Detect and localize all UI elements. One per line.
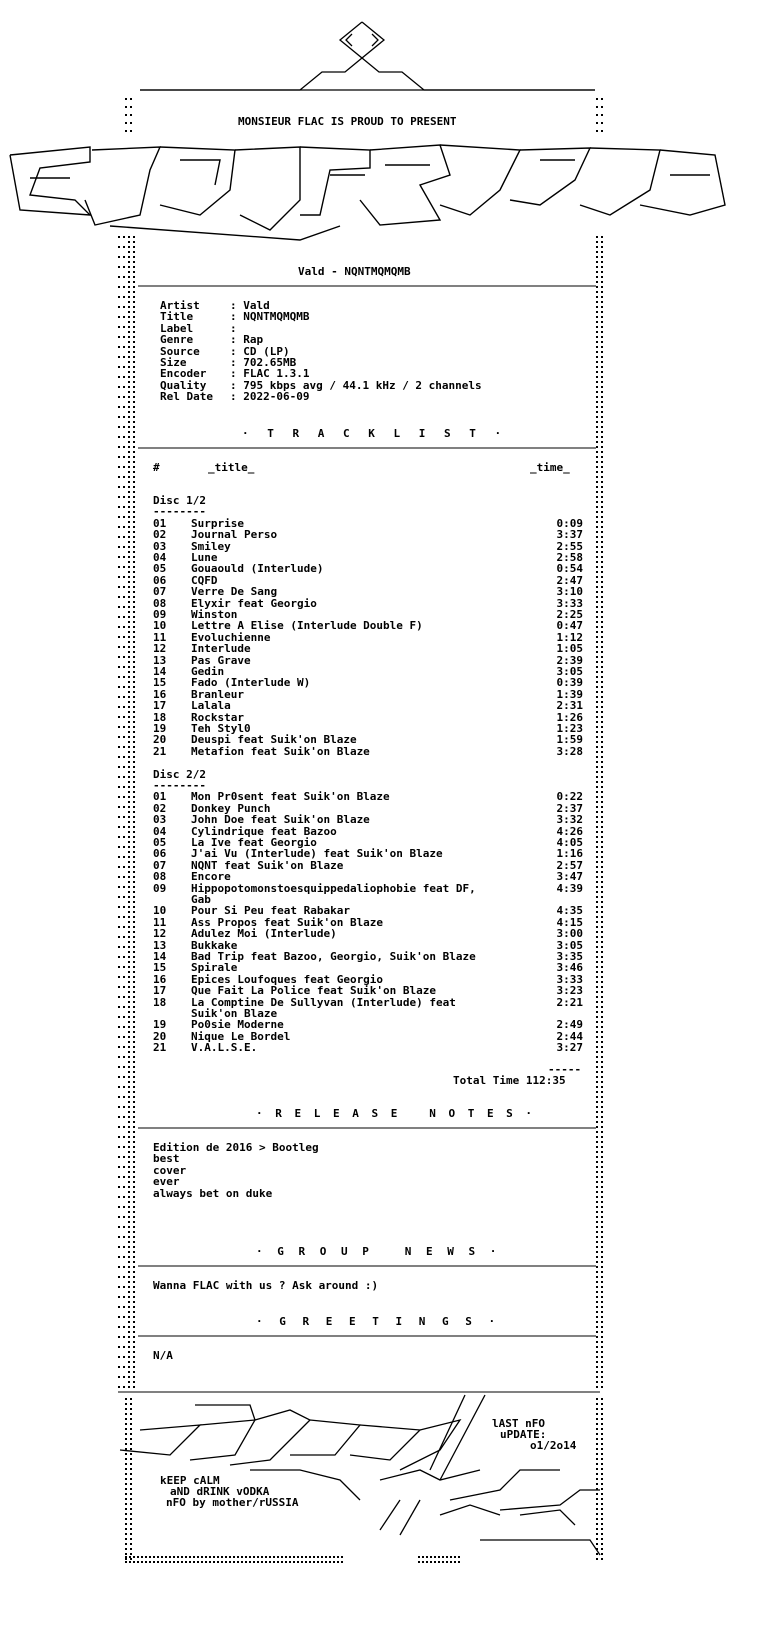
track-number: 20 (153, 733, 167, 747)
track-number: 07 (153, 858, 167, 872)
track-time: 2:31 (556, 699, 583, 713)
track-time: 2:25 (556, 608, 583, 621)
release-notes-section-title: · R E L E A S E N O T E S · (256, 1107, 536, 1120)
track-time: 3:23 (556, 984, 583, 998)
track-time: 2:39 (556, 653, 583, 667)
track-row (153, 643, 583, 654)
track-title: Cylindrique feat Bazoo (191, 824, 337, 838)
track-title: Epices Loufoques feat Georgio (191, 972, 384, 986)
total-rule: ----- (548, 1063, 582, 1076)
update-line-1: lAST nFO (492, 1417, 545, 1430)
track-time: 3:10 (556, 585, 583, 599)
track-number: 19 (153, 1018, 167, 1032)
track-number: 16 (153, 972, 167, 986)
track-time: 3:32 (556, 813, 583, 827)
track-title: Po0sie Moderne (191, 1018, 284, 1032)
info-artist: Artist (160, 299, 200, 312)
info-reldate: Rel Date (160, 390, 213, 404)
col-title: _title_ (208, 461, 255, 474)
track-time: 4:26 (556, 824, 583, 838)
track-number: 12 (153, 642, 167, 656)
track-number: 14 (153, 665, 167, 678)
track-title: Branleur (191, 687, 244, 701)
track-number: 01 (153, 790, 167, 804)
track-title: Winston (191, 608, 238, 621)
col-num: # (153, 461, 160, 474)
total-time: Total Time 112:35 (453, 1074, 566, 1087)
track-number: 04 (153, 824, 167, 838)
track-time: 3:47 (556, 870, 583, 884)
track-number: 09 (153, 881, 167, 895)
track-number: 03 (153, 813, 167, 827)
track-time: 3:27 (556, 1041, 583, 1055)
track-time: 0:47 (556, 619, 583, 633)
track-number: 14 (153, 950, 167, 963)
track-number: 10 (153, 904, 167, 918)
track-number: 09 (153, 608, 167, 621)
track-time: 0:54 (556, 562, 583, 576)
group-news-section-title: · G R O U P N E W S · (256, 1245, 501, 1258)
release-note-line: best (153, 1152, 180, 1166)
track-title: Nique Le Bordel (191, 1029, 291, 1043)
track-row (153, 1042, 583, 1053)
presenter-line: MONSIEUR FLAC IS PROUD TO PRESENT (238, 115, 457, 128)
track-time: 3:35 (556, 950, 583, 963)
release-note-line: Edition de 2016 > Bootleg (153, 1141, 319, 1154)
track-time: 1:59 (556, 733, 583, 747)
info-source: Source (160, 344, 200, 358)
track-number: 08 (153, 870, 167, 884)
track-time: 3:00 (556, 927, 583, 941)
source-value: CD (LP) (243, 344, 290, 358)
track-title: Encore (191, 870, 231, 884)
track-number: 04 (153, 551, 167, 564)
track-title: Spirale (191, 961, 238, 975)
update-line-2: uPDATE: (500, 1428, 547, 1441)
track-number: 16 (153, 687, 167, 701)
track-time: 3:28 (556, 744, 583, 758)
track-number: 12 (153, 927, 167, 941)
track-number: 17 (153, 699, 167, 713)
track-number: 05 (153, 836, 167, 849)
track-number: 18 (153, 995, 167, 1009)
track-title: Lettre A Elise (Interlude Double F) (191, 619, 423, 633)
track-time: 3:05 (556, 665, 583, 678)
col-time: _time_ (530, 461, 570, 474)
info-genre: Genre (160, 333, 194, 347)
info-encoder: Encoder (160, 367, 207, 381)
release-note-line: ever (153, 1175, 180, 1189)
group-news-text: Wanna FLAC with us ? Ask around :) (153, 1279, 379, 1292)
track-time: 3:33 (556, 596, 583, 610)
track-title: CQFD (191, 573, 218, 587)
track-title: Smiley (191, 539, 231, 553)
track-number: 05 (153, 562, 167, 576)
track-time: 1:05 (556, 642, 583, 656)
tracklist-section-title: · T R A C K L I S T · (242, 427, 508, 440)
reldate-value: 2022-06-09 (243, 390, 310, 404)
info-size: Size (160, 356, 187, 369)
track-row (153, 883, 583, 894)
track-title: La Ive feat Georgio (191, 836, 317, 849)
track-title: Journal Perso (191, 528, 278, 542)
track-number: 03 (153, 539, 167, 553)
size-value: 702.65MB (243, 356, 297, 369)
track-title: John Doe feat Suik'on Blaze (191, 813, 370, 827)
track-number: 06 (153, 847, 167, 861)
track-time: 1:26 (556, 710, 583, 724)
track-title: Que Fait La Police feat Suik'on Blaze (191, 984, 437, 998)
info-quality: Quality (160, 378, 207, 392)
track-row (153, 700, 583, 711)
track-number: 01 (153, 516, 167, 530)
disc-label: Disc 1/2 (153, 494, 206, 507)
release-note-line: cover (153, 1163, 187, 1177)
track-title: Donkey Punch (191, 801, 271, 815)
track-title: Lune (191, 551, 218, 564)
track-number: 06 (153, 573, 167, 587)
track-number: 10 (153, 619, 167, 633)
track-number: 11 (153, 915, 167, 929)
credit-line-3: nFO by mother/rUSSIA (166, 1496, 299, 1509)
track-time: 2:58 (556, 551, 583, 564)
track-number: 08 (153, 596, 167, 610)
track-title: Evoluchienne (191, 630, 271, 644)
track-title: Deuspi feat Suik'on Blaze (191, 733, 357, 747)
track-time: 1:23 (556, 722, 583, 735)
track-title: Ass Propos feat Suik'on Blaze (191, 915, 384, 929)
encoder-value: FLAC 1.3.1 (243, 367, 310, 381)
track-number: 18 (153, 710, 167, 724)
track-time: 3:33 (556, 972, 583, 986)
track-title: NQNT feat Suik'on Blaze (191, 858, 344, 872)
disc-underline: -------- (153, 779, 206, 792)
release-note-line: always bet on duke (153, 1186, 273, 1200)
track-row (153, 928, 583, 939)
track-time: 0:39 (556, 676, 583, 690)
track-title: Mon Pr0sent feat Suik'on Blaze (191, 790, 390, 804)
track-title: Bad Trip feat Bazoo, Georgio, Suik'on Blaze (191, 950, 476, 963)
track-title: Verre De Sang (191, 585, 278, 599)
track-number: 19 (153, 722, 167, 735)
credit-line-2: aND dRINK vODKA (170, 1485, 270, 1498)
track-title: Lalala (191, 699, 231, 713)
track-title-continued: Gab (191, 893, 211, 906)
info-label: Label (160, 321, 194, 335)
track-title: Teh Styl0 (191, 722, 251, 735)
track-title: J'ai Vu (Interlude) feat Suik'on Blaze (191, 847, 443, 861)
disc-underline: -------- (153, 505, 206, 519)
info-title: Title (160, 310, 194, 324)
track-title: V.A.L.S.E. (191, 1041, 258, 1055)
greetings-text: N/A (153, 1349, 173, 1362)
track-number: 02 (153, 801, 167, 815)
title-value: NQNTMQMQMB (243, 310, 310, 324)
track-title: Bukkake (191, 938, 238, 952)
release-heading: Vald - NQNTMQMQMB (298, 265, 411, 278)
track-title: Interlude (191, 642, 251, 656)
track-title: Metafion feat Suik'on Blaze (191, 744, 370, 758)
track-time: 4:05 (556, 836, 583, 849)
track-time: 2:47 (556, 573, 583, 587)
track-number: 21 (153, 1041, 167, 1055)
track-row (153, 871, 583, 882)
track-title: Gedin (191, 665, 225, 678)
track-number: 02 (153, 528, 167, 542)
track-number: 15 (153, 676, 167, 690)
quality-value: 795 kbps avg / 44.1 kHz / 2 channels (243, 378, 482, 392)
track-title: Pas Grave (191, 653, 251, 667)
track-row (153, 814, 583, 825)
track-time: 0:22 (556, 790, 583, 804)
disc-label: Disc 2/2 (153, 767, 206, 781)
track-row (153, 529, 583, 540)
track-title: Hippopotomonstoesquippedaliophobie feat DF, (191, 881, 476, 895)
update-line-3: o1/2o14 (530, 1439, 577, 1452)
track-row (153, 985, 583, 996)
track-number: 11 (153, 630, 167, 644)
track-time: 1:16 (556, 847, 583, 861)
greetings-section-title: · G R E E T I N G S · (256, 1315, 501, 1328)
track-time: 2:57 (556, 858, 583, 872)
credit-line-1: kEEP cALM (160, 1474, 220, 1487)
track-number: 15 (153, 961, 167, 975)
track-row (153, 746, 583, 757)
track-title: Fado (Interlude W) (191, 676, 311, 690)
track-time: 3:46 (556, 961, 583, 975)
track-time: 4:35 (556, 904, 583, 918)
artist-value: Vald (243, 299, 270, 312)
track-number: 17 (153, 984, 167, 998)
track-title-continued: Suik'on Blaze (191, 1007, 278, 1020)
genre-value: Rap (243, 333, 264, 347)
track-number: 21 (153, 744, 167, 758)
track-time: 2:49 (556, 1018, 583, 1032)
track-title: Elyxir feat Georgio (191, 596, 317, 610)
track-time: 1:12 (556, 630, 583, 644)
track-time: 3:37 (556, 528, 583, 542)
track-time: 2:21 (556, 995, 583, 1009)
track-title: Adulez Moi (Interlude) (191, 927, 337, 941)
track-time: 3:05 (556, 938, 583, 952)
track-title: Gouaould (Interlude) (191, 562, 324, 576)
track-number: 20 (153, 1029, 167, 1043)
track-title: Rockstar (191, 710, 244, 724)
track-row (153, 586, 583, 597)
track-time: 4:39 (556, 881, 583, 895)
track-time: 1:39 (556, 687, 583, 701)
track-number: 13 (153, 938, 167, 952)
track-title: Pour Si Peu feat Rabakar (191, 904, 350, 918)
track-title: Surprise (191, 516, 244, 530)
track-time: 4:15 (556, 915, 583, 929)
track-number: 13 (153, 653, 167, 667)
track-time: 2:55 (556, 539, 583, 553)
track-time: 2:44 (556, 1029, 583, 1043)
track-time: 2:37 (556, 801, 583, 815)
track-number: 07 (153, 585, 167, 599)
track-title: La Comptine De Sullyvan (Interlude) feat (191, 995, 456, 1009)
track-time: 0:09 (556, 516, 583, 530)
